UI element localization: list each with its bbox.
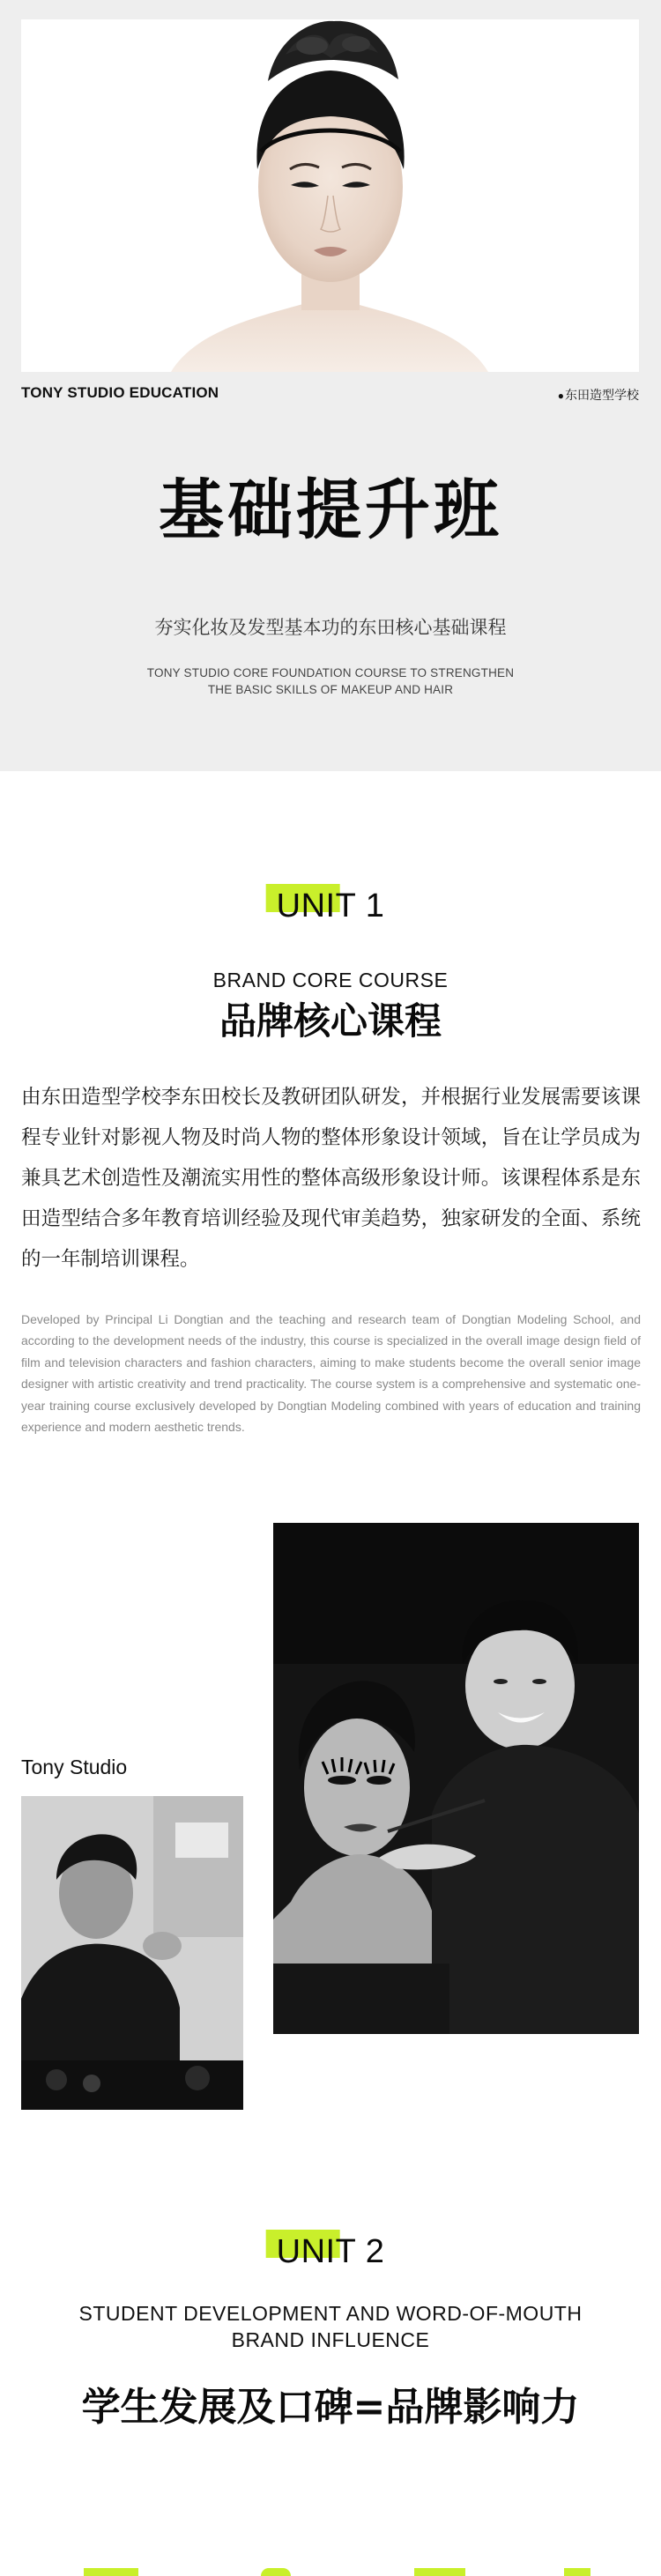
gallery-label: Tony Studio — [21, 1756, 128, 1778]
hero-model-photo — [21, 19, 639, 372]
makeup-session-image — [273, 1523, 639, 2034]
unit-1-title-cn: 品牌核心课程 — [219, 999, 442, 1043]
unit-2-title-en-line-1: STUDENT DEVELOPMENT AND WORD-OF-MOUTH — [78, 2302, 583, 2325]
page-subtitle-en-line-1: TONY STUDIO CORE FOUNDATION COURSE TO STRENGTHEN — [146, 666, 515, 679]
hero-section — [0, 0, 661, 771]
school-name — [558, 386, 639, 404]
model-portrait-image — [21, 19, 639, 372]
page-subtitle: 夯实化妆及发型基本功的东田核心基础课程 — [154, 617, 507, 638]
unit-2-heading — [0, 2230, 661, 2274]
brand-name: TONY STUDIO EDUCATION — [21, 384, 219, 401]
unit-1-body-en: Developed by Principal Li Dongtian and the teaching and research team of Dongtian Modeling School, and according to the development needs of the industry, this course is specialized in the overall image design field of film and television characters and fashion characters, aiming to make students become the overall senior image designer with artistic creativity and trend practicality. The course system is a comprehensive and systematic one-year training course exclusively developed by Dongtian Modeling combined with years of education and training experience and modern aesthetic trends. — [21, 1312, 641, 1435]
page-title: 基础提升班 — [159, 472, 502, 548]
unit-2-label: UNIT 2 — [276, 2233, 385, 2270]
page-subtitle-en — [106, 664, 555, 698]
bullet-dot-icon: ● — [557, 390, 564, 402]
unit-2-title-en — [0, 2300, 661, 2353]
artist-at-work-image — [21, 1796, 243, 2110]
unit-1-heading — [0, 884, 661, 928]
makeup-session-photo — [273, 1523, 639, 2034]
unit-1-body-cn: 由东田造型学校李东田校长及教研团队研发，并根据行业发展需要该课程专业针对影视人物及时尚人物的整体形象设计领域，旨在让学员成为兼具艺术创造性及潮流实用性的整体高级形象设计师。该课程体系是东田造型结合多年教育培训经验及现代审美趋势，独家研发的全面、系统的一年制培训课程。 — [21, 1086, 641, 1271]
unit-1-label: UNIT 1 — [276, 887, 385, 924]
brand-row — [21, 384, 639, 402]
unit-2-title-cn: 学生发展及口碑=品牌影响力 — [81, 2385, 580, 2430]
artist-at-work-photo — [21, 1796, 243, 2110]
page-subtitle-en-line-2: THE BASIC SKILLS OF MAKEUP AND HAIR — [207, 683, 454, 696]
next-section-decoration — [0, 2568, 661, 2576]
unit-2-title-en-line-2: BRAND INFLUENCE — [231, 2328, 430, 2351]
school-name-text: 东田造型学校 — [565, 388, 639, 402]
unit-1-title-en: BRAND CORE COURSE — [212, 969, 449, 991]
